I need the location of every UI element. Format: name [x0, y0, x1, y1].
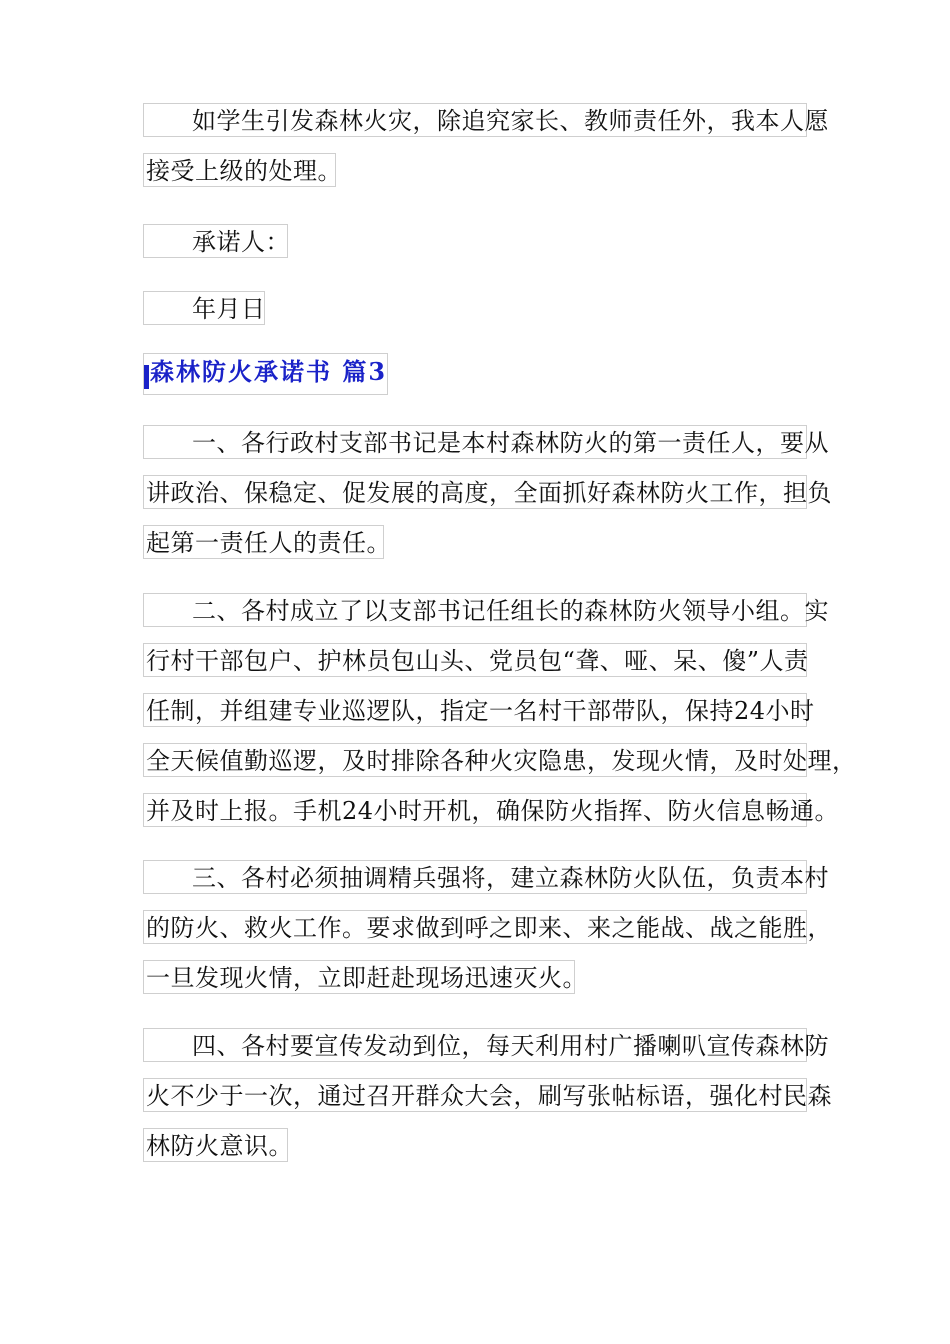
heading-marker-icon: [144, 365, 149, 389]
section-heading: [143, 353, 388, 395]
paragraph-1-line-2: 讲政治、保稳定、促发展的高度，全面抓好森林防火工作，担负: [143, 475, 807, 509]
paragraph-1-line-1: 一、各行政村支部书记是本村森林防火的第一责任人，要从: [143, 425, 807, 459]
paragraph-2-line-4: 全天候值勤巡逻，及时排除各种火灾隐患，发现火情，及时处理，: [143, 743, 807, 777]
paragraph-3-line-2: 的防火、救火工作。要求做到呼之即来、来之能战、战之能胜，: [143, 910, 807, 944]
paragraph-2-line-1: 二、各村成立了以支部书记任组长的森林防火领导小组。实: [143, 593, 807, 627]
date-label: 年月日: [143, 291, 265, 325]
intro-line-2: 接受上级的处理。: [143, 153, 336, 187]
paragraph-4-line-3: 林防火意识。: [143, 1128, 288, 1162]
paragraph-3-line-1: 三、各村必须抽调精兵强将，建立森林防火队伍，负责本村: [143, 860, 807, 894]
section-heading-text: 森林防火承诺书 篇3: [150, 357, 388, 386]
signer-label: 承诺人：: [143, 224, 288, 258]
paragraph-4-line-2: 火不少于一次，通过召开群众大会，刷写张帖标语，强化村民森: [143, 1078, 807, 1112]
intro-line-1: 如学生引发森林火灾，除追究家长、教师责任外，我本人愿: [143, 103, 807, 137]
paragraph-1-line-3: 起第一责任人的责任。: [143, 525, 384, 559]
paragraph-2-line-5: 并及时上报。手机24小时开机，确保防火指挥、防火信息畅通。: [143, 793, 807, 827]
paragraph-2-line-2: 行村干部包户、护林员包山头、党员包“聋、哑、呆、傻”人责: [143, 643, 807, 677]
paragraph-4-line-1: 四、各村要宣传发动到位，每天利用村广播喇叭宣传森林防: [143, 1028, 807, 1062]
paragraph-2-line-3: 任制，并组建专业巡逻队，指定一名村干部带队，保持24小时: [143, 693, 807, 727]
paragraph-3-line-3: 一旦发现火情，立即赶赴现场迅速灭火。: [143, 960, 575, 994]
